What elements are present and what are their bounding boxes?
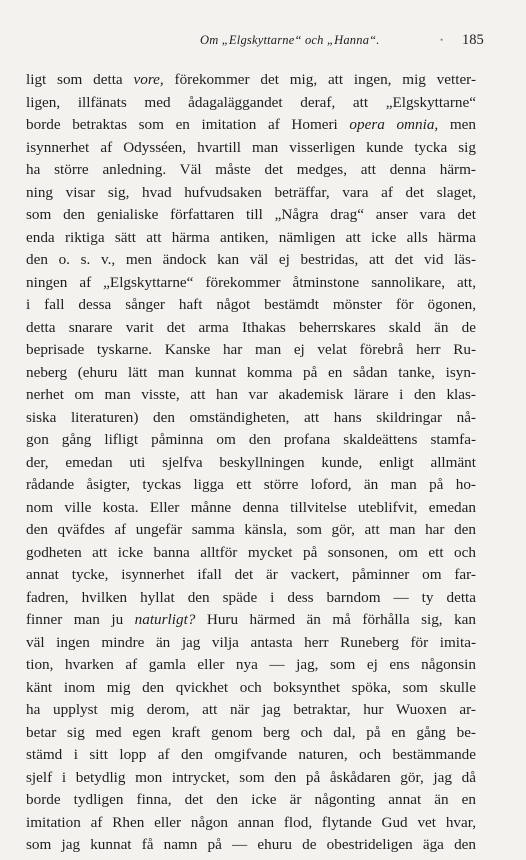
text-line bbox=[26, 69, 476, 92]
text-line bbox=[26, 744, 476, 767]
text-line bbox=[26, 407, 476, 430]
text-line bbox=[26, 474, 476, 497]
page-number: 185 bbox=[462, 32, 484, 48]
text-segment: enda riktiga sätt att härma antiken, nämligen att icke alls härma bbox=[26, 228, 476, 246]
text-segment: isynnerhet af Odysséen, hvartill man visserligen kunde tycka sig bbox=[26, 138, 476, 156]
text-segment: ha upplyst mig derom, att när jag betraktar, hur Wuoxen ar- bbox=[26, 701, 476, 718]
text-line bbox=[26, 609, 476, 632]
text-line bbox=[26, 114, 476, 137]
text-segment: ha större anledning. Väl måste det medges, att denna härm- bbox=[26, 161, 476, 178]
text-segment: imitation af Rhen eller någon annan flod, flytande Gud vet hvar, bbox=[26, 813, 476, 831]
text-line bbox=[26, 677, 476, 700]
text-segment: borde tydligen finna, det den icke är någonting annat än en bbox=[26, 791, 476, 808]
text-line bbox=[26, 497, 476, 520]
text-segment: stämd i sitt lopp af den omgifvande naturen, och bestämmande bbox=[26, 746, 476, 763]
italic-text: opera omnia, bbox=[349, 116, 439, 133]
text-segment: der, emedan uti sjelfva beskyllningen kunde, enligt allmänt bbox=[26, 453, 476, 471]
text-segment: fadren, hvilken hyllat den späde i dess barndom — ty detta bbox=[26, 588, 476, 606]
text-segment: ligen, illfänats med ådagaläggandet deraf, att „Elgskyttarne“ bbox=[26, 93, 476, 111]
text-segment: ligt som detta bbox=[26, 71, 134, 88]
text-line bbox=[26, 384, 476, 407]
text-line bbox=[26, 564, 476, 587]
running-title: Om „Elgskyttarne“ och „Hanna“. bbox=[200, 33, 380, 47]
text-segment: som jag kunnat få namn på — ehuru de obestrideligen äga den bbox=[26, 836, 476, 853]
text-segment: känt inom mig den qvickhet och boksynthet spöka, som skulle bbox=[26, 678, 476, 696]
text-line bbox=[26, 542, 476, 565]
text-line bbox=[26, 249, 476, 272]
text-segment: betar sig med egen kraft genom berg och dal, på en gång be- bbox=[26, 723, 476, 741]
text-line bbox=[26, 452, 476, 475]
text-line bbox=[26, 362, 476, 385]
text-line bbox=[26, 812, 476, 835]
text-line bbox=[26, 339, 476, 362]
italic-text: naturligt? bbox=[134, 611, 196, 628]
text-segment: den o. s. v., men ändock kan väl ej bestridas, att det vid läs- bbox=[26, 251, 476, 268]
text-line bbox=[26, 519, 476, 542]
text-segment: borde betraktas som en imitation af Homeri bbox=[26, 116, 350, 133]
text-segment: den qväfdes af ungefär samma känsla, som gör, att man har den bbox=[26, 521, 476, 538]
text-line bbox=[26, 204, 476, 227]
text-line bbox=[26, 654, 476, 677]
text-segment: detta snarare varit det arma Ithakas beherrskares skald än de bbox=[26, 318, 476, 336]
text-segment: finner man ju bbox=[26, 611, 135, 628]
text-segment: gon gång lifligt påminna om den profana skaldeättens stamfa- bbox=[26, 431, 476, 448]
text-segment: neberg (ehuru lätt man kunnat komma på en sådan tanke, isyn- bbox=[26, 363, 476, 381]
text-line bbox=[26, 92, 476, 115]
italic-text: vore, bbox=[133, 71, 164, 88]
text-line bbox=[26, 699, 476, 722]
text-line bbox=[26, 767, 476, 790]
dot-mark: • bbox=[440, 35, 444, 45]
text-segment: i fall dessa sånger haft något bestämdt mönster för ögonen, bbox=[26, 296, 476, 313]
text-segment: Huru härmed än må förhålla sig, kan bbox=[195, 611, 476, 628]
text-line bbox=[26, 632, 476, 655]
text-segment: som den genialiske författaren till „Några drag“ anser vara det bbox=[26, 206, 476, 223]
text-line bbox=[26, 227, 476, 250]
text-segment: godheten att icke banna alltför mycket på sonsonen, om ett och bbox=[26, 543, 476, 561]
text-segment: ningen af „Elgskyttarne“ förekommer åtminstone sannolikare, att, bbox=[26, 273, 476, 291]
text-line bbox=[26, 587, 476, 610]
text-line bbox=[26, 137, 476, 160]
text-segment: ning visar sig, hvad hufvudsaken beträffar, vara af det slaget, bbox=[26, 183, 476, 201]
text-line bbox=[26, 834, 476, 857]
text-segment: väl ingen mindre än jag vilja antasta herr Runeberg för imita- bbox=[26, 633, 476, 651]
text-segment: sjelf i betydlig mon intrycket, som den på åskådaren gör, jag då bbox=[26, 768, 476, 786]
text-line bbox=[26, 317, 476, 340]
text-segment: förekommer det mig, att ingen, mig vetter- bbox=[163, 71, 476, 88]
text-segment: rådande åsigter, tyckas ligga ett större loford, än man på ho- bbox=[26, 476, 476, 493]
text-line bbox=[26, 159, 476, 182]
text-line bbox=[26, 429, 476, 452]
text-line bbox=[26, 722, 476, 745]
body-text bbox=[26, 69, 476, 857]
text-line bbox=[26, 272, 476, 295]
text-line bbox=[26, 789, 476, 812]
text-segment: men bbox=[438, 116, 476, 133]
text-segment: beprisade tyskarne. Kanske har man ej velat förebrå herr Ru- bbox=[26, 341, 476, 358]
text-segment: annat tycke, isynnerhet ifall det är vackert, påminner om far- bbox=[26, 566, 476, 583]
text-segment: siska literaturen) den omständigheten, att hans skildringar nå- bbox=[26, 408, 476, 426]
text-segment: nom ville kosta. Eller månne denna tillvitelse uteblifvit, emedan bbox=[26, 498, 476, 516]
text-line bbox=[26, 294, 476, 317]
page-header bbox=[26, 33, 486, 53]
text-segment: tion, hvarken af gamla eller nya — jag, som ej ens någonsin bbox=[26, 656, 476, 673]
text-segment: nerhet om man visste, att han var akademisk lärare i den klas- bbox=[26, 386, 476, 403]
text-line bbox=[26, 182, 476, 205]
